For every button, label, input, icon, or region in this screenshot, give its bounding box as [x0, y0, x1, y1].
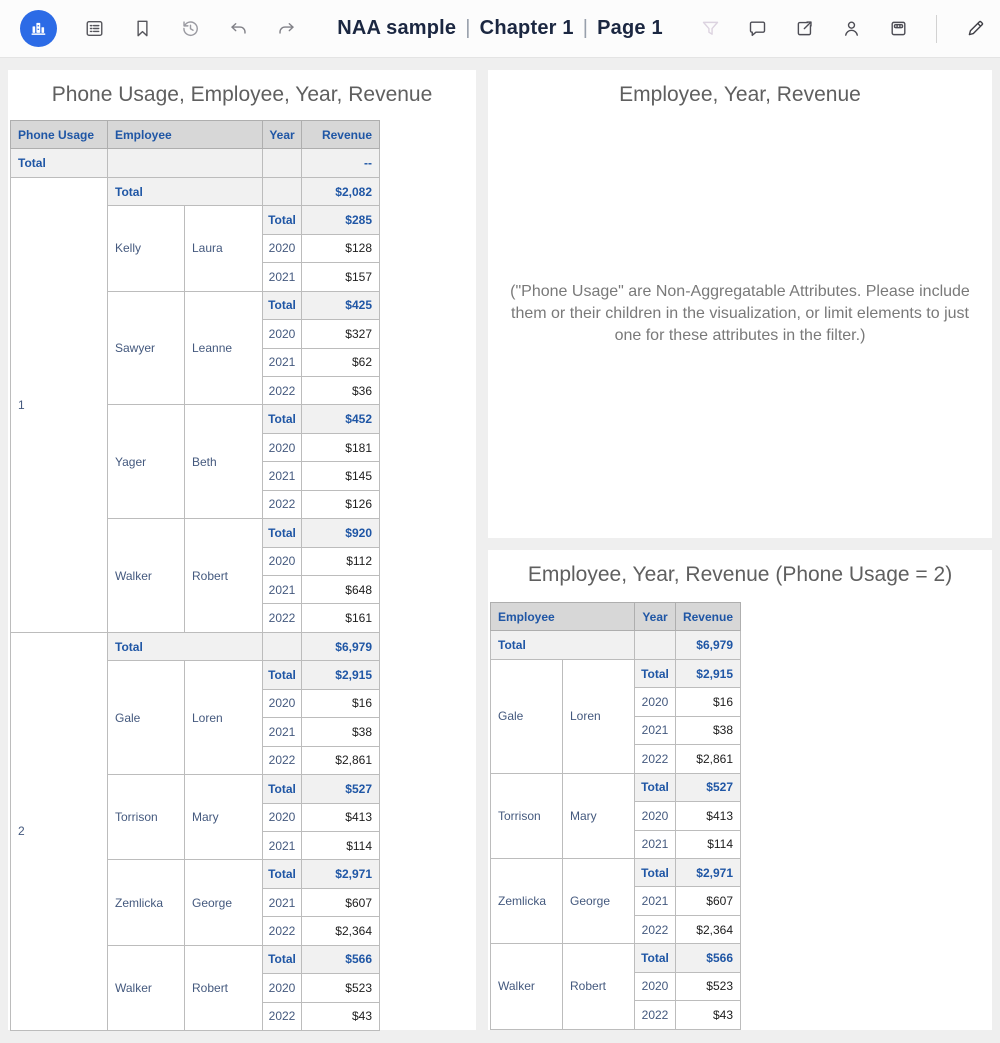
- revenue-cell[interactable]: $523: [302, 974, 380, 1002]
- revenue-cell[interactable]: $43: [676, 1001, 741, 1029]
- library-logo[interactable]: [20, 10, 57, 47]
- grand-total-revenue[interactable]: --: [302, 149, 380, 177]
- revenue-cell[interactable]: $327: [302, 320, 380, 348]
- year-cell[interactable]: 2022: [635, 745, 676, 773]
- group-total-label[interactable]: Total: [108, 177, 263, 205]
- grid-row: [491, 944, 741, 972]
- revenue-cell[interactable]: $38: [676, 716, 741, 744]
- employee-last-cell[interactable]: Zemlicka: [108, 860, 185, 945]
- bookmark-icon[interactable]: [131, 18, 153, 40]
- employee-last-cell[interactable]: Sawyer: [108, 291, 185, 405]
- revenue-cell[interactable]: $413: [676, 802, 741, 830]
- revenue-cell[interactable]: $161: [302, 604, 380, 632]
- right-grid-body: [491, 603, 741, 1030]
- year-cell[interactable]: Total: [263, 775, 302, 803]
- panel-phone-usage-grid: [8, 70, 476, 1030]
- employee-last-cell[interactable]: Walker: [108, 519, 185, 633]
- revenue-cell[interactable]: $2,971: [302, 860, 380, 888]
- empty-cell[interactable]: [263, 632, 302, 660]
- employee-first-cell[interactable]: Leanne: [185, 291, 263, 405]
- col-header-employee[interactable]: Employee: [108, 121, 263, 149]
- year-cell[interactable]: 2022: [263, 746, 302, 774]
- viz-title-left: Phone Usage, Employee, Year, Revenue: [51, 83, 433, 106]
- year-cell[interactable]: 2021: [263, 462, 302, 490]
- grid-row: [491, 659, 741, 687]
- revenue-cell[interactable]: $607: [302, 888, 380, 916]
- employee-last-cell[interactable]: Gale: [491, 659, 563, 773]
- year-cell[interactable]: 2021: [263, 576, 302, 604]
- col-header-year[interactable]: Year: [635, 603, 676, 631]
- revenue-cell[interactable]: $2,364: [676, 915, 741, 943]
- revenue-cell[interactable]: $527: [302, 775, 380, 803]
- group-total-revenue[interactable]: $2,082: [302, 177, 380, 205]
- revenue-cell[interactable]: $36: [302, 376, 380, 404]
- grand-total-label[interactable]: Total: [491, 631, 635, 659]
- grid-header-row: [491, 603, 741, 631]
- employee-last-cell[interactable]: Torrison: [491, 773, 563, 858]
- col-header-employee[interactable]: Employee: [491, 603, 635, 631]
- year-cell[interactable]: 2022: [263, 1002, 302, 1030]
- year-cell[interactable]: 2020: [263, 547, 302, 575]
- employee-last-cell[interactable]: Yager: [108, 405, 185, 519]
- year-cell[interactable]: 2020: [263, 803, 302, 831]
- year-cell[interactable]: Total: [263, 291, 302, 319]
- revenue-cell[interactable]: $285: [302, 206, 380, 234]
- phone-usage-cell[interactable]: 1: [11, 177, 108, 632]
- title-separator: |: [465, 17, 471, 39]
- revenue-cell[interactable]: $425: [302, 291, 380, 319]
- redo-icon[interactable]: [275, 18, 297, 40]
- revenue-cell[interactable]: $413: [302, 803, 380, 831]
- left-grid-body: [11, 121, 380, 1031]
- grand-total-label[interactable]: Total: [11, 149, 108, 177]
- grid-header-row: [11, 121, 380, 149]
- empty-cell[interactable]: [263, 177, 302, 205]
- employee-first-cell[interactable]: Loren: [563, 659, 635, 773]
- year-cell[interactable]: 2022: [263, 604, 302, 632]
- year-cell[interactable]: Total: [263, 945, 302, 973]
- left-grid: [10, 120, 380, 1031]
- year-cell[interactable]: 2022: [263, 376, 302, 404]
- employee-last-cell[interactable]: Torrison: [108, 775, 185, 860]
- page-name: Page 1: [597, 17, 663, 39]
- year-cell[interactable]: 2020: [263, 234, 302, 262]
- revenue-cell[interactable]: $157: [302, 263, 380, 291]
- toolbar: [0, 0, 1000, 58]
- year-cell[interactable]: Total: [263, 405, 302, 433]
- employee-last-cell[interactable]: Walker: [108, 945, 185, 1030]
- revenue-cell[interactable]: $523: [676, 972, 741, 1000]
- employee-first-cell[interactable]: George: [185, 860, 263, 945]
- employee-first-cell[interactable]: George: [563, 858, 635, 943]
- year-cell[interactable]: 2021: [635, 887, 676, 915]
- non-aggregatable-message-wrap: [488, 120, 992, 538]
- employee-first-cell[interactable]: Robert: [185, 945, 263, 1030]
- employee-first-cell[interactable]: Laura: [185, 206, 263, 291]
- employee-last-cell[interactable]: Zemlicka: [491, 858, 563, 943]
- undo-icon[interactable]: [227, 18, 249, 40]
- year-cell[interactable]: 2020: [635, 972, 676, 1000]
- col-header-year[interactable]: Year: [263, 121, 302, 149]
- revenue-cell[interactable]: $607: [676, 887, 741, 915]
- year-cell[interactable]: 2022: [263, 490, 302, 518]
- bar-chart-icon: [28, 18, 49, 39]
- grand-total-row: [491, 631, 741, 659]
- group-total-row: [11, 632, 380, 660]
- revenue-cell[interactable]: $2,861: [302, 746, 380, 774]
- year-cell[interactable]: 2022: [635, 915, 676, 943]
- revenue-cell[interactable]: $112: [302, 547, 380, 575]
- revenue-cell[interactable]: $126: [302, 490, 380, 518]
- history-icon[interactable]: [179, 18, 201, 40]
- year-cell[interactable]: 2021: [263, 348, 302, 376]
- viz-title-bottom-right: Employee, Year, Revenue (Phone Usage = 2): [527, 563, 953, 586]
- edit-icon[interactable]: [964, 18, 986, 40]
- year-cell[interactable]: 2021: [635, 830, 676, 858]
- comment-icon[interactable]: [746, 18, 768, 40]
- empty-cell[interactable]: [108, 149, 263, 177]
- year-cell[interactable]: Total: [635, 858, 676, 886]
- panel-error-viz: [488, 70, 992, 538]
- title-separator: |: [582, 17, 589, 39]
- revenue-cell[interactable]: $114: [302, 831, 380, 859]
- year-cell[interactable]: 2020: [263, 320, 302, 348]
- year-cell[interactable]: 2020: [263, 974, 302, 1002]
- non-aggregatable-message: ("Phone Usage" are Non-Aggregatable Attributes. Please include them or their children in the visualization, or limit elements to just one for these attributes in the filter.): [510, 283, 970, 344]
- year-cell[interactable]: Total: [635, 944, 676, 972]
- panel-filtered-grid: [488, 550, 992, 1030]
- grand-total-row: [11, 149, 380, 177]
- year-cell[interactable]: 2021: [635, 716, 676, 744]
- year-cell[interactable]: Total: [263, 206, 302, 234]
- revenue-cell[interactable]: $16: [676, 688, 741, 716]
- share-icon[interactable]: [793, 18, 815, 40]
- year-cell[interactable]: Total: [263, 860, 302, 888]
- grid-row: [491, 858, 741, 886]
- viz-title-top-right: Employee, Year, Revenue: [619, 83, 861, 106]
- phone-usage-cell[interactable]: 2: [11, 632, 108, 1030]
- revenue-cell[interactable]: $145: [302, 462, 380, 490]
- group-total-label[interactable]: Total: [108, 632, 263, 660]
- revenue-cell[interactable]: $128: [302, 234, 380, 262]
- revenue-cell[interactable]: $2,915: [302, 661, 380, 689]
- employee-first-cell[interactable]: Loren: [185, 661, 263, 775]
- employee-last-cell[interactable]: Walker: [491, 944, 563, 1029]
- revenue-cell[interactable]: $2,971: [676, 858, 741, 886]
- year-cell[interactable]: 2021: [263, 888, 302, 916]
- employee-first-cell[interactable]: Mary: [185, 775, 263, 860]
- revenue-cell[interactable]: $920: [302, 519, 380, 547]
- table-of-contents-icon[interactable]: [83, 18, 105, 40]
- year-cell[interactable]: 2020: [263, 433, 302, 461]
- revenue-cell[interactable]: $2,915: [676, 659, 741, 687]
- year-cell[interactable]: Total: [635, 659, 676, 687]
- grand-total-revenue[interactable]: $6,979: [676, 631, 741, 659]
- filter-icon[interactable]: [699, 18, 721, 40]
- employee-first-cell[interactable]: Robert: [563, 944, 635, 1029]
- account-icon[interactable]: [840, 18, 862, 40]
- revenue-cell[interactable]: $527: [676, 773, 741, 801]
- revenue-cell[interactable]: $566: [676, 944, 741, 972]
- employee-first-cell[interactable]: Beth: [185, 405, 263, 519]
- col-header-revenue[interactable]: Revenue: [676, 603, 741, 631]
- document-name: NAA sample: [337, 17, 457, 39]
- year-cell[interactable]: 2021: [263, 263, 302, 291]
- year-cell[interactable]: 2022: [263, 917, 302, 945]
- revenue-cell[interactable]: $43: [302, 1002, 380, 1030]
- empty-cell[interactable]: [263, 149, 302, 177]
- toolbar-divider: [936, 15, 937, 43]
- employee-first-cell[interactable]: Mary: [563, 773, 635, 858]
- col-header-revenue[interactable]: Revenue: [302, 121, 380, 149]
- revenue-cell[interactable]: $2,861: [676, 745, 741, 773]
- employee-last-cell[interactable]: Gale: [108, 661, 185, 775]
- year-cell[interactable]: Total: [263, 519, 302, 547]
- col-header-phone-usage[interactable]: Phone Usage: [11, 121, 108, 149]
- grid-row: [491, 773, 741, 801]
- revenue-cell[interactable]: $114: [676, 830, 741, 858]
- right-grid: [490, 602, 741, 1030]
- year-cell[interactable]: 2020: [635, 688, 676, 716]
- revenue-cell[interactable]: $181: [302, 433, 380, 461]
- binder-icon[interactable]: [887, 18, 909, 40]
- revenue-cell[interactable]: $452: [302, 405, 380, 433]
- year-cell[interactable]: 2020: [635, 802, 676, 830]
- employee-last-cell[interactable]: Kelly: [108, 206, 185, 291]
- group-total-revenue[interactable]: $6,979: [302, 632, 380, 660]
- year-cell[interactable]: Total: [263, 661, 302, 689]
- employee-first-cell[interactable]: Robert: [185, 519, 263, 633]
- empty-cell[interactable]: [635, 631, 676, 659]
- year-cell[interactable]: 2020: [263, 689, 302, 717]
- year-cell[interactable]: 2021: [263, 831, 302, 859]
- year-cell[interactable]: 2022: [635, 1001, 676, 1029]
- year-cell[interactable]: 2021: [263, 718, 302, 746]
- chapter-name: Chapter 1: [479, 17, 574, 39]
- revenue-cell[interactable]: $16: [302, 689, 380, 717]
- revenue-cell[interactable]: $648: [302, 576, 380, 604]
- group-total-row: [11, 177, 380, 205]
- revenue-cell[interactable]: $2,364: [302, 917, 380, 945]
- year-cell[interactable]: Total: [635, 773, 676, 801]
- revenue-cell[interactable]: $566: [302, 945, 380, 973]
- revenue-cell[interactable]: $38: [302, 718, 380, 746]
- revenue-cell[interactable]: $62: [302, 348, 380, 376]
